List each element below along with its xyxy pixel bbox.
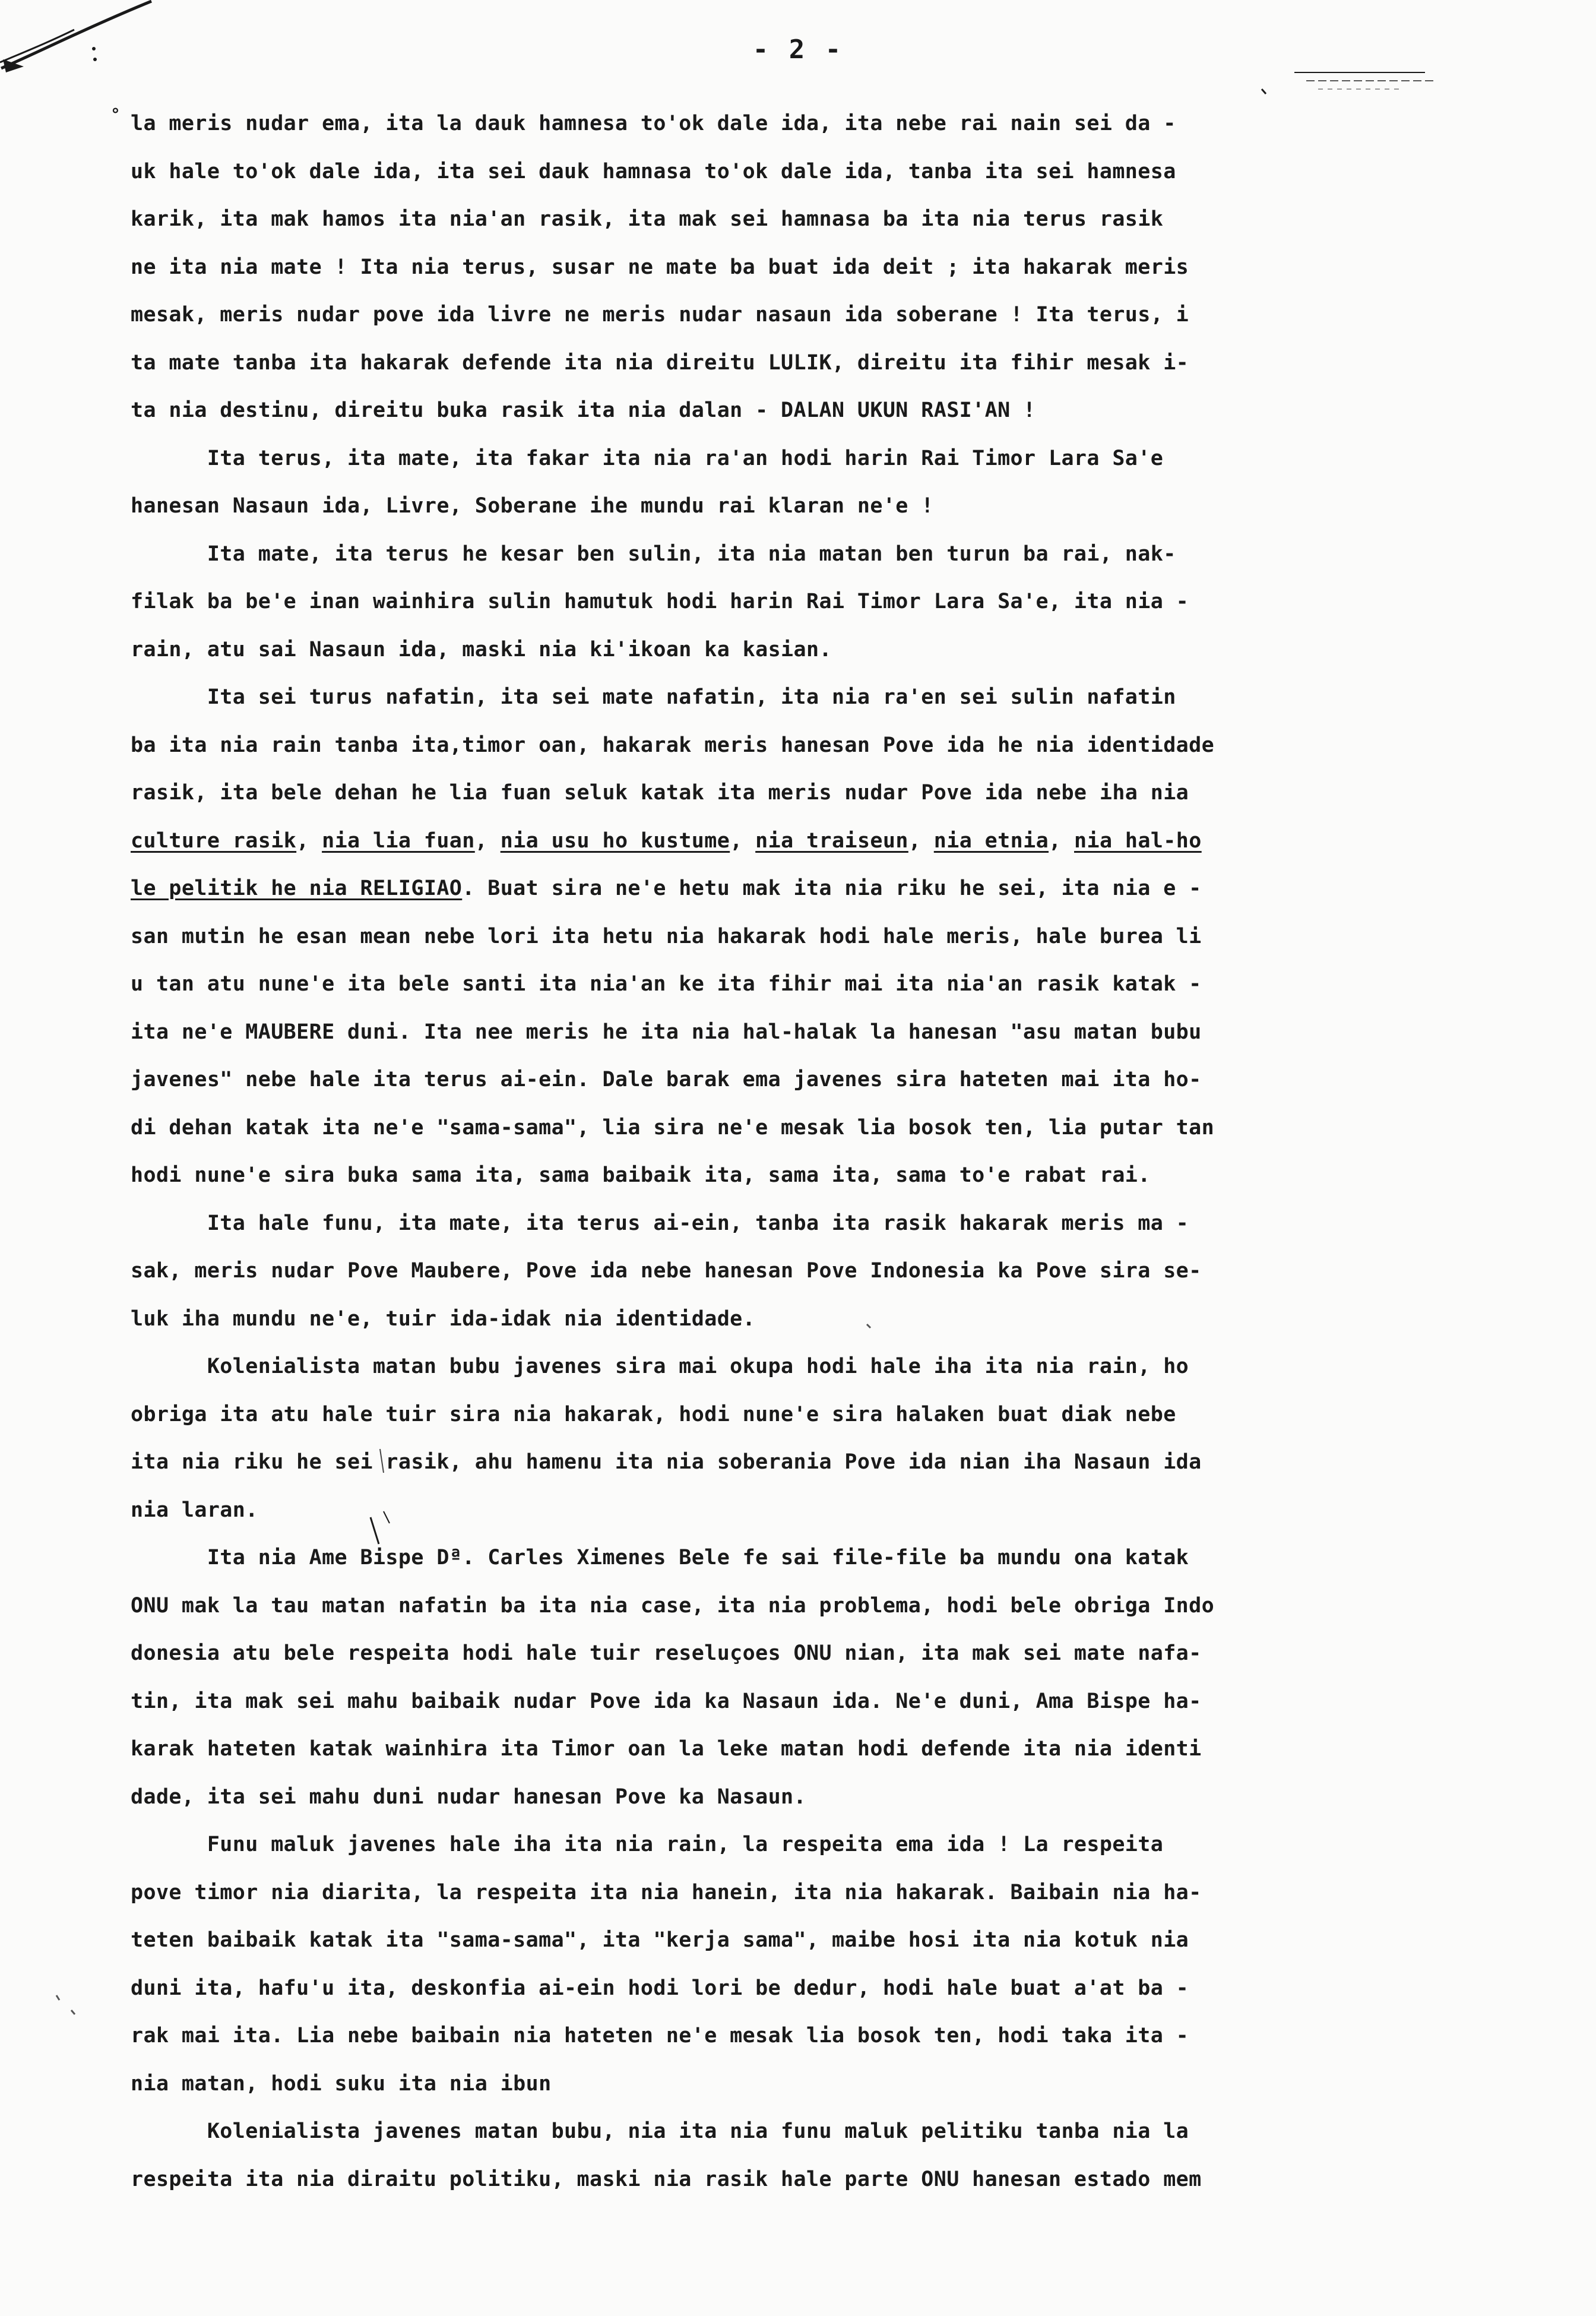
text-line	[131, 243, 1407, 292]
text-segment: hanesan Nasaun ida, Livre, Soberane ihe mundu rai klaran ne'e !	[131, 494, 934, 518]
text-segment: hodi nune'e sira buka sama ita, sama baibaik ita, sama ita, sama to'e rabat rai.	[131, 1163, 1151, 1187]
text-line	[131, 1391, 1407, 1439]
text-segment: obriga ita atu hale tuir sira nia hakarak, hodi nune'e sira halaken buat diak nebe	[131, 1402, 1176, 1426]
text-line	[131, 1438, 1407, 1486]
text-line	[131, 1678, 1407, 1726]
text-segment: Ita sei turus nafatin, ita sei mate nafatin, ita nia ra'en sei sulin nafatin	[131, 685, 1176, 709]
text-segment: Ita hale funu, ita mate, ita terus ai-ein, tanba ita rasik hakarak meris ma -	[131, 1211, 1189, 1235]
text-line	[131, 148, 1407, 196]
text-line	[131, 578, 1407, 626]
text-line	[131, 1295, 1407, 1343]
text-segment: ,	[296, 828, 322, 853]
text-line	[131, 1534, 1407, 1582]
text-line	[131, 1200, 1407, 1248]
underlined-text: nia etnia	[933, 828, 1049, 853]
text-segment: sak, meris nudar Pove Maubere, Pove ida nebe hanesan Pove Indonesia ka Pove sira se-	[131, 1259, 1202, 1283]
text-line	[131, 291, 1407, 339]
text-line	[131, 913, 1407, 961]
text-line	[131, 1582, 1407, 1630]
text-segment: donesia atu bele respeita hodi hale tuir reseluçoes ONU nian, ita mak sei mate nafa-	[131, 1641, 1202, 1665]
text-segment: mesak, meris nudar pove ida livre ne meris nudar nasaun ida soberane ! Ita terus, i	[131, 303, 1189, 327]
text-segment: uk hale to'ok dale ida, ita sei dauk hamnasa to'ok dale ida, tanba ita sei hamnesa	[131, 159, 1176, 183]
text-segment: ta mate tanba ita hakarak defende ita nia direitu LULIK, direitu ita fihir mesak i-	[131, 350, 1189, 375]
text-segment: dade, ita sei mahu duni nudar hanesan Pove ka Nasaun.	[131, 1785, 807, 1809]
text-segment: pove timor nia diarita, la respeita ita nia hanein, ita nia hakarak. Baibain nia ha-	[131, 1880, 1202, 1904]
text-segment: rak mai ita. Lia nebe baibain nia hateten ne'e mesak lia bosok ten, hodi taka ita -	[131, 2024, 1189, 2048]
text-line	[131, 339, 1407, 387]
text-segment: filak ba be'e inan wainhira sulin hamutuk hodi harin Rai Timor Lara Sa'e, ita nia -	[131, 590, 1189, 613]
underlined-text: nia lia fuan	[322, 828, 475, 853]
text-segment: Kolenialista matan bubu javenes sira mai okupa hodi hale iha ita nia rain, ho	[131, 1355, 1189, 1378]
body-text	[131, 100, 1407, 2203]
text-line	[131, 722, 1407, 770]
text-line	[131, 2012, 1407, 2060]
text-line	[131, 100, 1407, 148]
underlined-text: nia traiseun	[755, 828, 908, 853]
text-line	[131, 1151, 1407, 1200]
text-segment: ba ita nia rain tanba ita,timor oan, hakarak meris hanesan Pove ida he nia identidade	[131, 733, 1215, 757]
text-line	[131, 1486, 1407, 1534]
text-segment: ita nia riku he sei rasik, ahu hamenu ita nia soberania Pove ida nian iha Nasaun ida	[131, 1450, 1202, 1474]
page-number: - 2 -	[752, 34, 844, 65]
text-segment: nia laran.	[131, 1498, 258, 1522]
underlined-text: nia hal-ho	[1074, 828, 1202, 853]
margin-mark: °	[110, 105, 121, 124]
text-segment: ita ne'e MAUBERE duni. Ita nee meris he ita nia hal-halak la hanesan "asu matan bubu	[131, 1020, 1202, 1044]
text-line	[131, 1104, 1407, 1152]
text-segment: Kolenialista javenes matan bubu, nia ita nia funu maluk pelitiku tanba nia la	[131, 2119, 1189, 2143]
underlined-text: culture rasik	[131, 828, 297, 853]
text-line	[131, 2060, 1407, 2108]
text-line	[131, 673, 1407, 722]
text-segment: Funu maluk javenes hale iha ita nia rain, la respeita ema ida ! La respeita	[131, 1833, 1164, 1856]
text-segment: nia matan, hodi suku ita nia ibun	[131, 2071, 552, 2096]
text-segment: tin, ita mak sei mahu baibaik nudar Pove ida ka Nasaun ida. Ne'e duni, Ama Bispe ha-	[131, 1689, 1202, 1713]
text-line	[131, 1725, 1407, 1773]
text-line	[131, 435, 1407, 483]
text-segment: teten baibaik katak ita "sama-sama", ita "kerja sama", maibe hosi ita nia kotuk nia	[131, 1928, 1189, 1952]
text-segment: ,	[908, 828, 934, 853]
text-line	[131, 1247, 1407, 1295]
text-line	[131, 530, 1407, 578]
text-line	[131, 1008, 1407, 1056]
text-segment: ta nia destinu, direitu buka rasik ita nia dalan - DALAN UKUN RASI'AN !	[131, 398, 1036, 422]
text-segment: Ita mate, ita terus he kesar ben sulin, ita nia matan ben turun ba rai, nak-	[131, 542, 1176, 566]
text-segment: ONU mak la tau matan nafatin ba ita nia case, ita nia problema, hodi bele obriga Indo	[131, 1593, 1215, 1618]
text-line	[131, 1964, 1407, 2013]
text-line	[131, 1343, 1407, 1391]
text-segment: ,	[1049, 828, 1074, 853]
text-line	[131, 626, 1407, 674]
text-segment: karik, ita mak hamos ita nia'an rasik, ita mak sei hamnasa ba ita nia terus rasik	[131, 207, 1164, 231]
text-line	[131, 1056, 1407, 1104]
text-segment: karak hateten katak wainhira ita Timor oan la leke matan hodi defende ita nia identi	[131, 1737, 1202, 1761]
text-line	[131, 2156, 1407, 2204]
header-rule-marks	[1282, 65, 1449, 101]
text-line	[131, 1773, 1407, 1821]
text-line	[131, 195, 1407, 243]
text-segment: luk iha mundu ne'e, tuir ida-idak nia identidade.	[131, 1306, 756, 1331]
text-line	[131, 865, 1407, 913]
text-segment: respeita ita nia diraitu politiku, maski nia rasik hale parte ONU hanesan estado mem	[131, 2167, 1202, 2191]
text-segment: san mutin he esan mean nebe lori ita hetu nia hakarak hodi hale meris, hale burea li	[131, 924, 1202, 948]
text-segment: la meris nudar ema, ita la dauk hamnesa to'ok dale ida, ita nebe rai nain sei da -	[131, 112, 1176, 135]
text-line	[131, 1869, 1407, 1917]
text-line	[131, 960, 1407, 1008]
text-segment: ,	[730, 828, 756, 853]
text-segment: rasik, ita bele dehan he lia fuan seluk katak ita meris nudar Pove ida nebe iha nia	[131, 781, 1189, 805]
text-line	[131, 817, 1407, 865]
text-line	[131, 482, 1407, 530]
text-segment: u tan atu nune'e ita bele santi ita nia'an ke ita fihir mai ita nia'an rasik katak -	[131, 972, 1202, 996]
text-line	[131, 1916, 1407, 1964]
text-line	[131, 1630, 1407, 1678]
text-segment: rain, atu sai Nasaun ida, maski nia ki'ikoan ka kasian.	[131, 637, 832, 662]
text-segment: di dehan katak ita ne'e "sama-sama", lia sira ne'e mesak lia bosok ten, lia putar tan	[131, 1115, 1215, 1140]
text-segment: ne ita nia mate ! Ita nia terus, susar ne mate ba buat ida deit ; ita hakarak meris	[131, 255, 1189, 279]
text-line	[131, 387, 1407, 435]
underlined-text: nia usu ho kustume	[500, 828, 730, 853]
text-segment: . Buat sira ne'e hetu mak ita nia riku he sei, ita nia e -	[462, 877, 1202, 900]
text-line	[131, 2108, 1407, 2156]
text-segment: ,	[474, 828, 501, 853]
text-segment: Ita nia Ame Bispe Dª. Carles Ximenes Bele fe sai file-file ba mundu ona katak	[131, 1546, 1189, 1570]
text-line	[131, 1821, 1407, 1869]
text-segment: duni ita, hafu'u ita, deskonfia ai-ein hodi lori be dedur, hodi hale buat a'at ba -	[131, 1976, 1189, 2000]
text-segment: Ita terus, ita mate, ita fakar ita nia ra'an hodi harin Rai Timor Lara Sa'e	[131, 446, 1164, 470]
text-line	[131, 769, 1407, 817]
underlined-text: le pelitik he nia RELIGIAO	[131, 877, 463, 900]
text-segment: javenes" nebe hale ita terus ai-ein. Dale barak ema javenes sira hateten mai ita ho-	[131, 1068, 1202, 1091]
